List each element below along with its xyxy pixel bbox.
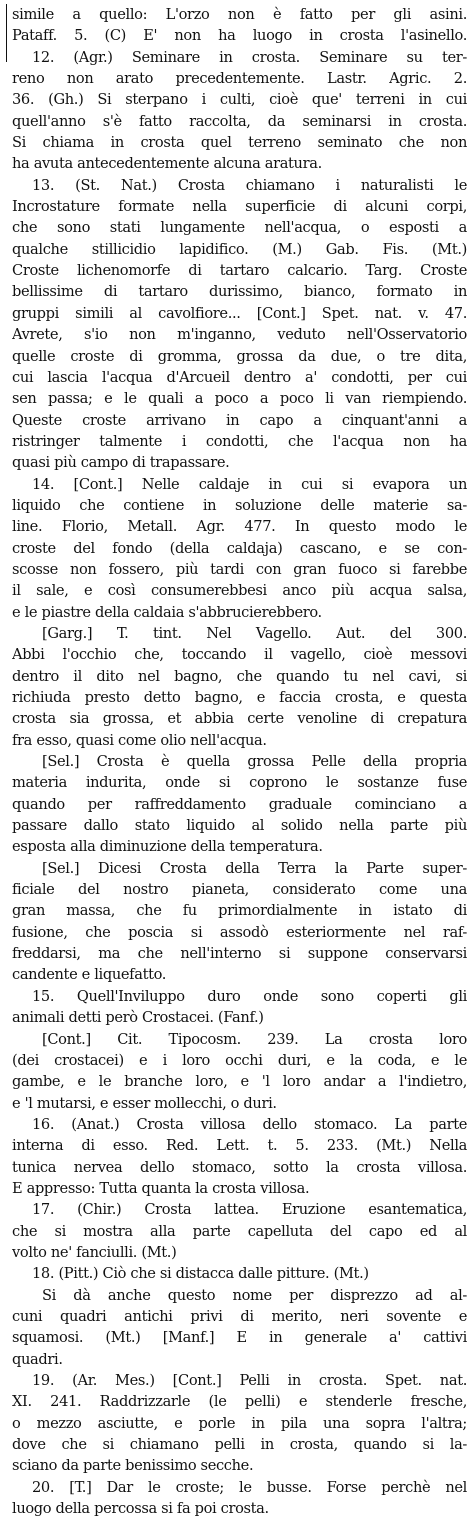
text-line: candente e liquefatto. [12,966,167,984]
text-line: ristringer talmente i condotti, che l'acqua non ha [12,432,467,450]
text-line: Avrete, s'io non m'inganno, veduto nell'Osservatorio [12,326,467,344]
text-line: che si mostra alla parte capelluta del capo ed al [12,1222,467,1240]
text-line: 16. (Anat.) Crosta villosa dello stomaco. La parte [32,1115,467,1133]
text-line: (dei crostacei) e i loro occhi duri, e la coda, e le [12,1051,467,1069]
text-line: gran massa, che fu primordialmente in istato di [12,902,467,920]
text-line: [Sel.] Crosta è quella grossa Pelle della propria [42,753,467,771]
text-line: Croste lichenomorfe di tartaro calcario. Targ. Croste [12,262,467,280]
text-line: Pataff. 5. (C) E' non ha luogo in crosta l'asinello. [12,27,467,45]
text-line: 17. (Chir.) Crosta lattea. Eruzione esantematica, [32,1201,467,1219]
text-line: richiuda presto detto bagno, e faccia crosta, e questa [12,689,467,706]
text-line: gambe, e le branche loro, e 'l loro andar a l'indietro, [12,1073,467,1091]
text-line: il sale, e così consumerebbesi anco più acqua salsa, [12,582,467,600]
text-line: XI. 241. Raddrizzarle (le pelli) e stenderle fresche, [12,1393,467,1411]
text-line: gruppi simili al cavolfiore... [Cont.] Spet. nat. v. 47. [12,304,467,322]
text-line: qualche stillicidio lapidifico. (M.) Gab. Fis. (Mt.) [12,240,467,258]
text-line: 19. (Ar. Mes.) [Cont.] Pelli in crosta. Spet. nat. [32,1372,467,1389]
text-line: quasi più campo di trapassare. [12,454,230,472]
text-line: line. Florio, Metall. Agr. 477. In questo modo le [12,518,467,536]
text-line: o mezzo asciutte, e porle in pila una sopra l'altra; [12,1414,467,1432]
text-line: tunica nervea dello stomaco, sotto la crosta villosa. [12,1158,467,1176]
text-line: quelle croste di gromma, grossa da due, o tre dita, [12,347,467,365]
text-line: 13. (St. Nat.) Crosta chiamano i naturalisti le [32,176,467,194]
text-line: Si chiama in crosta quel terreno seminato che non [12,134,467,152]
text-line: Abbi l'occhio che, toccando il vagello, cioè messovi [12,646,467,664]
text-line: 18. (Pitt.) Ciò che si distacca dalle pitture. (Mt.) [32,1265,369,1283]
text-line: e le piastre della caldaia s'abbrucierebbero. [12,603,322,621]
text-line: animali detti però Crostacei. (Fanf.) [12,1009,264,1027]
dictionary-text-column [12,4,467,1519]
text-line: 14. [Cont.] Nelle caldaje in cui si evapora un [32,475,467,493]
text-line: quadri. [12,1350,63,1368]
text-line: liquido che contiene in soluzione delle materie sa- [12,496,467,514]
text-line: fra esso, quasi come olio nell'acqua. [12,731,267,749]
text-line: ficiale del nostro pianeta, considerato come una [12,881,467,899]
text-line: croste del fondo (della caldaja) cascano, e se con- [12,539,467,557]
text-line: sen passa; e le quali a poco a poco li van riempiendo. [12,390,467,408]
text-line: dentro il dito nel bagno, che quando tu nel cavi, si [12,667,467,685]
text-line: Incrostature formate nella superficie di alcuni corpi, [12,198,467,216]
text-line: E appresso: Tutta quanta la crosta villosa. [12,1179,310,1197]
text-line: reno non arato precedentemente. Lastr. Agric. 2. [12,70,467,88]
text-line: 15. Quell'Inviluppo duro onde sono coperti gli [32,987,467,1005]
text-line: cui lascia l'acqua d'Arcueil dentro a' condotti, per cui [12,368,467,386]
text-line: scosse non fossero, più tardi con gran fuoco si farebbe [12,560,467,578]
text-line: [Cont.] Cit. Tipocosm. 239. La crosta loro [42,1030,467,1048]
text-line: e 'l mutarsi, e esser mollecchi, o duri. [12,1094,277,1112]
text-line: interna di esso. Red. Lett. t. 5. 233. (Mt.) Nella [12,1137,467,1155]
text-line: Queste croste arrivano in capo a cinquant'anni a [12,411,467,429]
text-line: quando per raffreddamento graduale cominciano a [12,795,467,813]
text-line: passare dallo stato liquido al solido nella parte più [12,817,467,835]
text-line: [Sel.] Dicesi Crosta della Terra la Parte super- [42,859,467,877]
text-line: [Garg.] T. tint. Nel Vagello. Aut. del 300. [42,624,467,642]
text-line: 20. [T.] Dar le croste; le busse. Forse perchè nel [32,1478,467,1496]
margin-rule [6,4,7,62]
text-line: squamosi. (Mt.) [Manf.] E in generale a' cattivi [12,1329,467,1347]
text-line: cuni quadri antichi privi di merito, neri sovente e [12,1307,467,1325]
text-line: dove che si chiamano pelli in crosta, quando si la- [12,1436,467,1454]
text-line: sciano da parte benissimo secche. [12,1457,254,1475]
text-line: materia indurita, onde si coprono le sostanze fuse [12,774,467,792]
text-line: quell'anno s'è fatto raccolta, da seminarsi in crosta. [12,112,467,130]
text-line: ha avuta antecedentemente alcuna aratura. [12,155,322,173]
text-line: freddarsi, ma che nell'interno si suppone conservarsi [12,945,467,963]
text-line: luogo della percossa si fa poi crosta. [12,1500,269,1518]
text-line: Si dà anche questo nome per disprezzo ad al- [42,1286,467,1304]
text-line: 36. (Gh.) Si sterpano i culti, cioè que' terreni in cui [12,91,467,109]
text-line: bellissime di tartaro durissimo, bianco, formato in [12,283,467,301]
text-line: fusione, che poscia si assodò esteriormente nel raf- [12,923,467,941]
text-line: volto ne' fanciulli. (Mt.) [12,1243,177,1261]
text-line: simile a quello: L'orzo non è fatto per gli asini. [12,6,467,23]
text-line: che sono stati lungamente nell'acqua, o esposti a [12,219,467,237]
text-line: crosta sia grossa, et abbia certe venoline di crepatura [12,710,467,728]
text-line: 12. (Agr.) Seminare in crosta. Seminare su ter- [32,48,467,66]
text-line: esposta alla diminuzione della temperatura. [12,838,323,856]
